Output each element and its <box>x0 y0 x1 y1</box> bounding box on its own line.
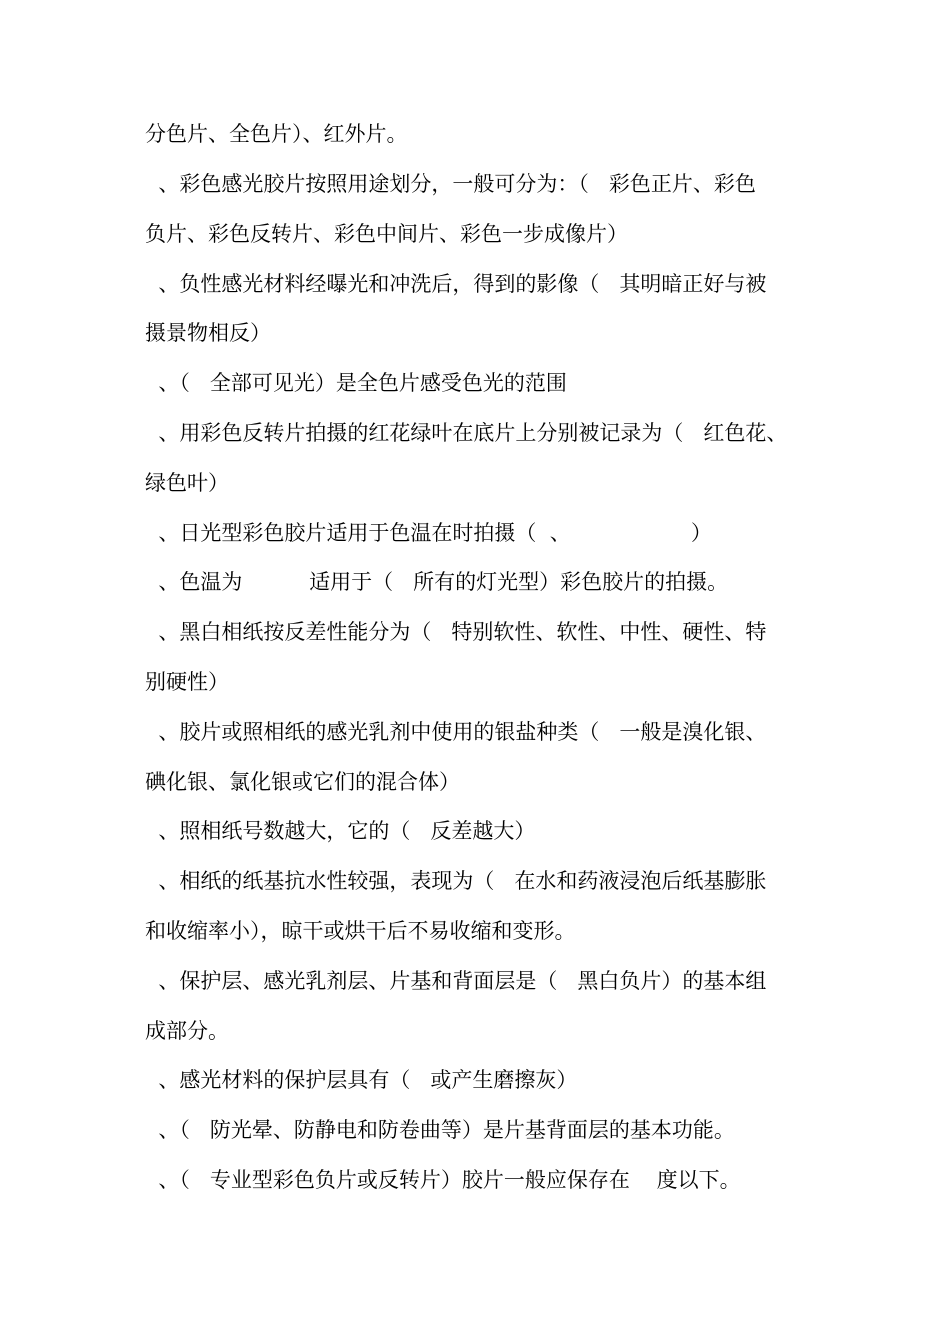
text-line: 、（ 全部可见光）是全色片感受色光的范围 <box>145 371 567 395</box>
text-line: 、感光材料的保护层具有（ 或产生磨擦灰） <box>145 1068 578 1092</box>
text-line: 、色温为 适用于（ 所有的灯光型）彩色胶片的拍摄。 <box>145 570 729 594</box>
text-line: 碘化银、氯化银或它们的混合体） <box>145 770 460 794</box>
text-line: 和收缩率小），晾干或烘干后不易收缩和变形。 <box>145 919 576 943</box>
text-line: 成部分。 <box>145 1019 229 1043</box>
text-line: 、（ 防光晕、防静电和防卷曲等）是片基背面层的基本功能。 <box>145 1118 735 1142</box>
text-line: 、用彩色反转片拍摄的红花绿叶在底片上分别被记录为（ 红色花、 <box>145 421 788 445</box>
text-line: 、（ 专业型彩色负片或反转片）胶片一般应保存在 度以下。 <box>145 1168 741 1192</box>
text-line: 、胶片或照相纸的感光乳剂中使用的银盐种类（ 一般是溴化银、 <box>145 720 767 744</box>
text-line: 、相纸的纸基抗水性较强，表现为（ 在水和药液浸泡后纸基膨胀 <box>145 869 767 893</box>
text-line: 、保护层、感光乳剂层、片基和背面层是（ 黑白负片）的基本组 <box>145 969 767 993</box>
text-line: 、彩色感光胶片按照用途划分，一般可分为：（ 彩色正片、彩色 <box>145 172 756 196</box>
text-line: 别硬性） <box>145 670 229 694</box>
text-line: 绿色叶） <box>145 471 229 495</box>
text-line: 摄景物相反） <box>145 321 271 345</box>
text-line: 、负性感光材料经曝光和冲洗后，得到的影像（ 其明暗正好与被 <box>145 272 767 296</box>
text-line: 负片、彩色反转片、彩色中间片、彩色一步成像片） <box>145 222 628 246</box>
text-line: 、照相纸号数越大，它的（ 反差越大） <box>145 819 536 843</box>
text-line: 、日光型彩色胶片适用于色温在时拍摄（ 、 ） <box>145 521 712 545</box>
text-line: 、黑白相纸按反差性能分为（ 特别软性、软性、中性、硬性、特 <box>145 620 767 644</box>
text-line: 分色片、全色片）、红外片。 <box>145 122 408 146</box>
